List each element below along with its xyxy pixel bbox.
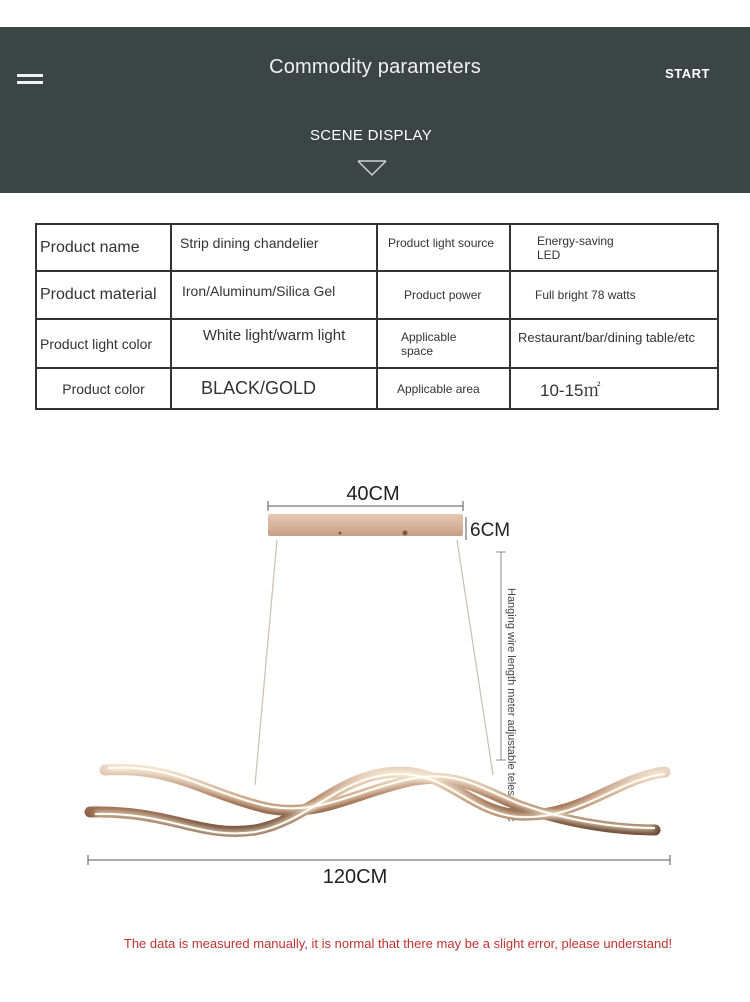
parameters-table (35, 223, 719, 410)
param-label: Applicable area (377, 368, 510, 409)
param-label: Product power (377, 271, 510, 319)
param-value: Energy-saving LED (510, 224, 718, 271)
scene-display-label: SCENE DISPLAY (310, 127, 432, 144)
page-title: Commodity parameters (269, 56, 481, 78)
chandelier-dimension-diagram (0, 460, 750, 900)
param-value: 10-15㎡ (510, 368, 718, 409)
length-label: 120CM (322, 866, 388, 888)
chevron-down-icon (357, 159, 387, 177)
chandelier-body (90, 768, 665, 834)
table-row (36, 319, 718, 368)
param-value: Iron/Aluminum/Silica Gel (171, 271, 377, 319)
wire-length-note: Hanging wire length meter adjustable telescopic (505, 588, 517, 822)
param-label: Product light source (377, 224, 510, 271)
param-label: Product light color (36, 319, 171, 368)
hanging-wire (457, 540, 493, 775)
table-row (36, 271, 718, 319)
ceiling-canopy (268, 514, 463, 536)
param-value: Strip dining chandelier (171, 224, 377, 271)
param-label: Product material (36, 271, 171, 319)
param-value: Restaurant/bar/dining table/etc (510, 319, 718, 368)
param-label: Product name (36, 224, 171, 271)
measurement-disclaimer: The data is measured manually, it is normal that there may be a slight error, please understand! (123, 936, 673, 951)
param-value: BLACK/GOLD (171, 368, 377, 409)
hanging-wire (255, 540, 277, 785)
start-button[interactable]: START (665, 66, 710, 81)
param-value: Full bright 78 watts (510, 271, 718, 319)
table-row (36, 224, 718, 271)
param-label: Applicable space (377, 319, 510, 368)
header-band (0, 27, 750, 193)
height-label: 6CM (470, 520, 511, 541)
param-label: Product color (36, 368, 171, 409)
table-row (36, 368, 718, 409)
width-label: 40CM (346, 483, 400, 505)
param-value: White light/warm light (171, 319, 377, 368)
